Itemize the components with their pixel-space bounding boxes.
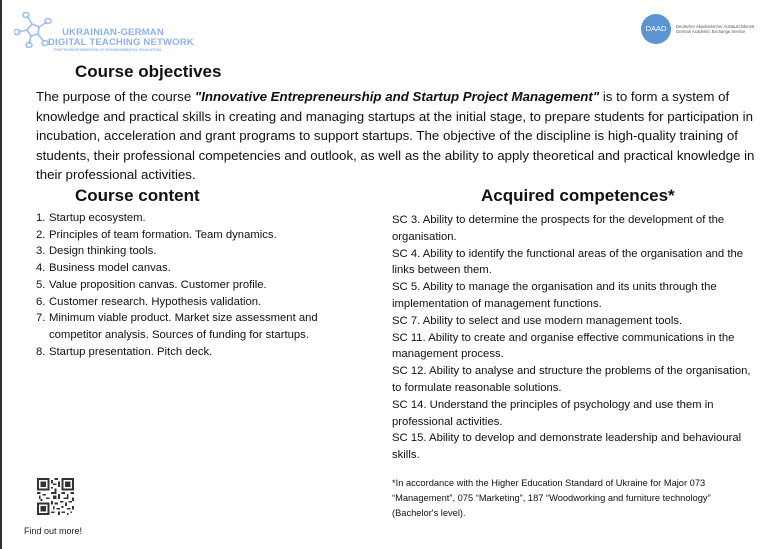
item-text: Startup ecosystem. — [49, 212, 146, 224]
daad-name-de: Deutscher Akademischer Austauschdienst — [676, 24, 755, 29]
ukrainian-german-network-logo — [14, 12, 194, 52]
competences-footnote: *In accordance with the Higher Education Standard of Ukraine for Major 073 “Management”, 075 “Marketing”, 187 “Woodworking and furniture technology” (Bachelor's level). — [392, 478, 711, 518]
item-text: Customer research. Hypothesis validation. — [49, 295, 262, 308]
item-text: Principles of team formation. Team dynamics. — [49, 228, 277, 241]
list-item — [36, 310, 356, 343]
objectives-intro: The purpose of the course — [36, 89, 195, 104]
competence-item: SC 4. Ability to identify the functional areas of the organisation and the links between them. — [392, 247, 744, 277]
list-item — [36, 344, 356, 361]
list-item — [36, 210, 356, 227]
item-text: Business model canvas. — [49, 262, 171, 275]
find-out-more-text: Find out more! — [24, 526, 83, 536]
logo-tagline: FOR TRANSFORMATION OF ENVIRONMENTAL EDUCATION — [54, 48, 162, 52]
course-objectives-heading: Course objectives — [75, 62, 222, 81]
item-text: Minimum viable product. Market size assessment and competitor analysis. Sources of funding for startups. — [49, 312, 318, 341]
competence-item: SC 14. Understand the principles of psychology and use them in professional activities. — [392, 398, 714, 428]
acquired-competences-heading: Acquired competences* — [481, 186, 675, 205]
list-item — [36, 260, 356, 277]
left-edge-border — [0, 0, 2, 549]
item-text: Startup presentation. Pitch deck. — [49, 345, 213, 358]
list-item — [36, 227, 356, 244]
item-number: 1. — [36, 212, 46, 224]
logo-line-1: UKRAINIAN-GERMAN — [62, 27, 164, 38]
item-text: Value proposition canvas. Customer profile. — [49, 278, 267, 291]
course-objectives-text — [36, 87, 766, 185]
list-item — [36, 243, 356, 260]
competence-item: SC 7. Ability to select and use modern management tools. — [392, 314, 683, 327]
course-content-list — [36, 210, 356, 360]
objectives-body: is to form a system of knowledge and practical skills in creating and managing startups at the initial stage, to prepare students for participation in incubation, acceleration and grant programs to support startups. The objective of the discipline is high-quality training of students, their professional competencies and outlook, as well as the ability to apply theoretical and practical knowledge in their professional activities. — [36, 89, 755, 183]
competence-item: SC 15. Ability to develop and demonstrate leadership and behavioural skills. — [392, 432, 742, 462]
list-item — [36, 277, 356, 294]
competence-item: SC 12. Ability to analyse and structure the problems of the organisation, to formulate reasonable solutions. — [392, 365, 751, 394]
item-number: 7. — [36, 312, 46, 325]
item-number: 2. — [36, 228, 46, 241]
item-number: 6. — [36, 295, 46, 308]
course-content-heading: Course content — [75, 186, 200, 205]
item-text: Design thinking tools. — [49, 245, 157, 258]
competence-item: SC 3. Ability to determine the prospects for the development of the organisation. — [392, 214, 725, 243]
item-number: 3. — [36, 245, 46, 258]
item-number: 5. — [36, 278, 46, 291]
daad-badge: DAAD — [641, 14, 671, 44]
competence-item: SC 5. Ability to manage the organisation and its units through the implementation of management functions. — [392, 281, 717, 310]
qr-code-icon[interactable] — [37, 478, 74, 515]
competence-item: SC 11. Ability to create and organise effective communications in the management process. — [392, 331, 735, 361]
competences-list — [392, 212, 758, 464]
item-number: 8. — [36, 345, 46, 358]
course-name: "Innovative Entrepreneurship and Startup Project Management" — [194, 89, 600, 104]
item-number: 4. — [36, 262, 46, 275]
logo-line-2: DIGITAL TEACHING NETWORK — [48, 37, 194, 48]
list-item — [36, 294, 356, 311]
daad-name-en: German Academic Exchange Service — [676, 29, 746, 34]
